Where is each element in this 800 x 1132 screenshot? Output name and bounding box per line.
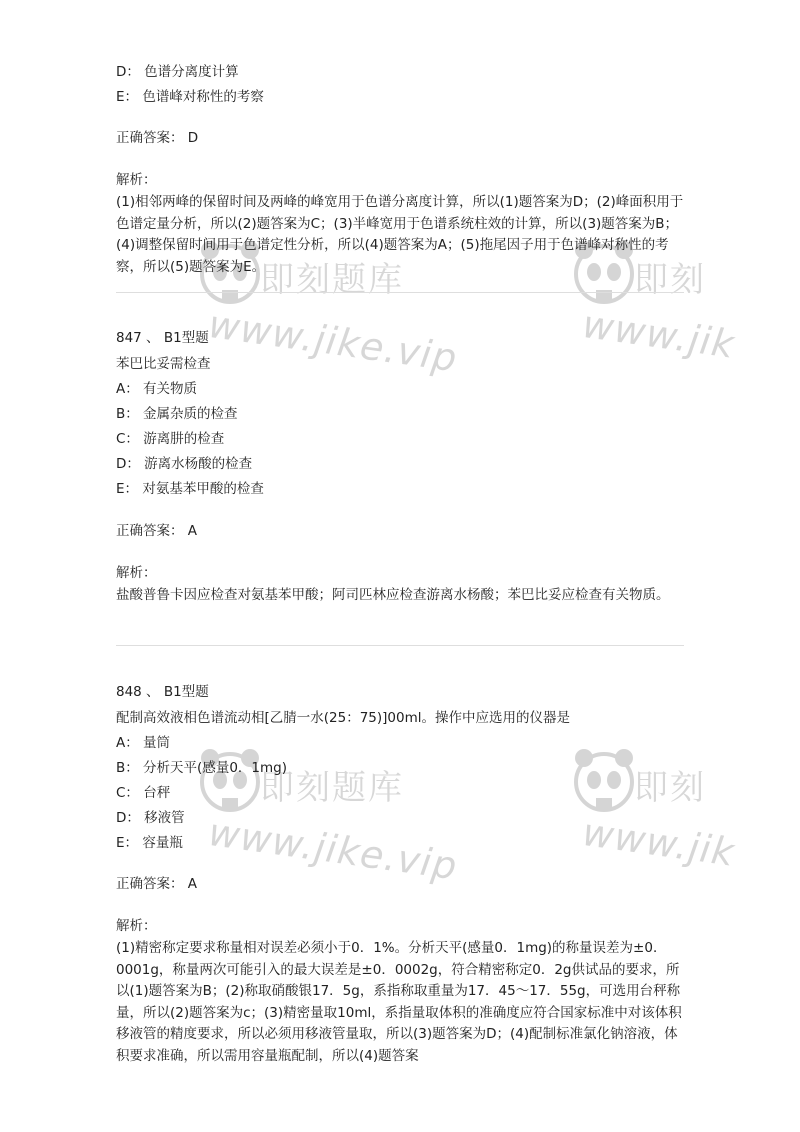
watermark-url: www.jik (579, 302, 738, 367)
panda-logo-icon (572, 746, 636, 814)
option-a: A： 量筒 (116, 735, 171, 751)
option-c: C： 台秤 (116, 785, 171, 801)
watermark-url: www.jike.vip (205, 302, 461, 381)
option-d: D： 色谱分离度计算 (116, 64, 239, 80)
analysis-text: (1)精密称定要求称量相对误差必须小于0．1%。分析天平(感量0．1mg)的称量误差为±0．0001g，称量两次可能引入的最大误差是±0．0002g，符合精密称定0．2g供试品的要求，所以(1)题答案为B；(2)称取硝酸银17．5g，系指称取重量为17．45～17．55g，可选用台秤称量，所以(2)题答案为c；(3)精密量取10ml，系指量取体积的准确度应符合国家标准中对该体积移液管的精度要求，所以必须用移液管量取，所以(3)题答案为D；(4)配制标准氯化钠溶液，体积要求准确，所以需用容量瓶配制，所以(4)题答案 (116, 940, 682, 1064)
analysis-text: 盐酸普鲁卡因应检查对氨基苯甲酸；阿司匹林应检查游离水杨酸；苯巴比妥应检查有关物质。 (116, 587, 670, 603)
option-d: D： 移液管 (116, 810, 185, 826)
panda-logo-icon (198, 746, 262, 814)
analysis-label: 解析： (116, 565, 157, 581)
option-c: C： 游离肼的检查 (116, 431, 225, 447)
analysis-label: 解析： (116, 172, 157, 188)
option-e: E： 容量瓶 (116, 835, 183, 851)
question-stem: 苯巴比妥需检查 (116, 356, 211, 372)
correct-answer: 正确答案： D (116, 130, 199, 146)
option-e: E： 色谱峰对称性的考察 (116, 89, 264, 105)
section-divider (116, 645, 684, 646)
option-b: B： 分析天平(感量0．1mg) (116, 760, 287, 776)
watermark-url: www.jik (579, 810, 738, 875)
correct-answer: 正确答案： A (116, 523, 198, 539)
question-number: 848 、 B1型题 (116, 684, 209, 700)
question-number: 847 、 B1型题 (116, 330, 209, 346)
analysis-text: (1)相邻两峰的保留时间及两峰的峰宽用于色谱分离度计算，所以(1)题答案为D；(2)峰面积用于色谱定量分析，所以(2)题答案为C；(3)半峰宽用于色谱系统柱效的计算，所以(3)题答案为B；(4)调整保留时间用于色谱定性分析，所以(4)题答案为A；(5)拖尾因子用于色谱峰对称性的考察，所以(5)题答案为E。 (116, 194, 684, 275)
watermark-url: www.jike.vip (205, 810, 461, 889)
watermark-brand: 即刻 (634, 768, 706, 808)
option-d: D： 游离水杨酸的检查 (116, 456, 253, 472)
watermark-brand: 即刻 (634, 260, 706, 300)
option-b: B： 金属杂质的检查 (116, 406, 238, 422)
correct-answer: 正确答案： A (116, 876, 198, 892)
option-e: E： 对氨基苯甲酸的检查 (116, 481, 264, 497)
watermark-right-bottom (572, 740, 800, 890)
watermark-brand: 即刻题库 (260, 260, 404, 300)
question-stem: 配制高效液相色谱流动相[乙腈一水(25：75)]00ml。操作中应选用的仪器是 (116, 710, 571, 726)
option-a: A： 有关物质 (116, 381, 198, 397)
section-divider (116, 292, 684, 293)
watermark-brand: 即刻题库 (260, 768, 404, 808)
analysis-label: 解析： (116, 918, 157, 934)
